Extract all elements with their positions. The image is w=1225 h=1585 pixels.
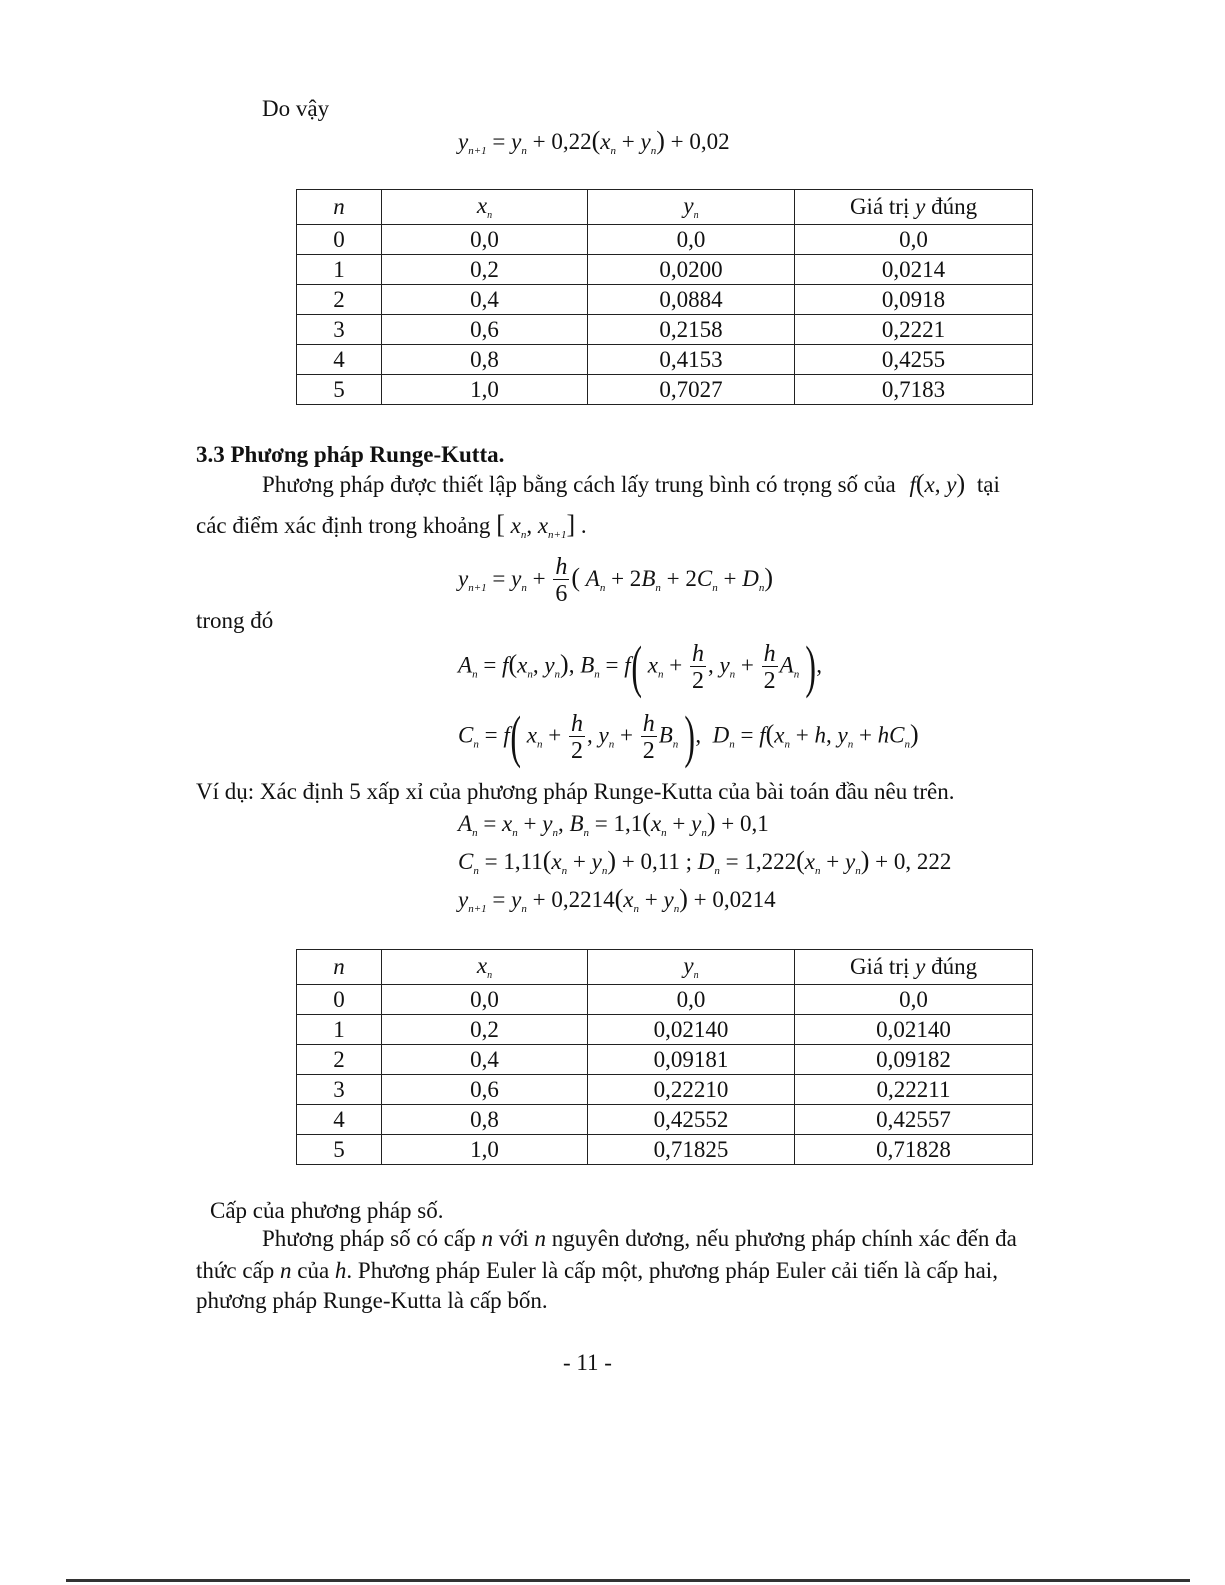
cell: 0,2 xyxy=(382,255,588,285)
cell: 2 xyxy=(297,1045,382,1075)
cell: 4 xyxy=(297,1105,382,1135)
rk-description-text: Phương pháp được thiết lập bằng cách lấy trung bình có trọng số của xyxy=(262,472,896,497)
table-row xyxy=(297,1105,1033,1135)
col-header-xn: $x_n$ xyxy=(382,190,588,225)
order-line1-text-a: Phương pháp số có cấp xyxy=(262,1226,476,1251)
cell: 0 xyxy=(297,225,382,255)
h-over-6-fraction: $\frac{h}{6}$ xyxy=(555,554,568,607)
cell: 5 xyxy=(297,375,382,405)
page-bottom-rule xyxy=(66,1579,1190,1582)
coef-formula-line1: $A_n = f(x_n$, $y_n$), $B_n = f$( $x_n$ + $\frac{h}{2}$ , $y_n$ + $\frac{h}{2}$ $A_n$ ), xyxy=(458,634,823,699)
cell: 0,7183 xyxy=(795,375,1033,405)
cell: 0,0884 xyxy=(588,285,795,315)
cell: 0,0 xyxy=(382,225,588,255)
cell: 0,4255 xyxy=(795,345,1033,375)
cell: 0,0 xyxy=(382,985,588,1015)
cell: 0,09181 xyxy=(588,1045,795,1075)
cell: 4 xyxy=(297,345,382,375)
cell: 0,2158 xyxy=(588,315,795,345)
order-line2 xyxy=(196,1256,998,1286)
table-row xyxy=(297,225,1033,255)
order-line2-text-c: . Phương pháp Euler là cấp một, phương pháp Euler cải tiến là cấp hai, xyxy=(346,1258,998,1283)
table-row xyxy=(297,1075,1033,1105)
table-header-row xyxy=(297,950,1033,985)
table-row xyxy=(297,285,1033,315)
section-heading: 3.3 Phương pháp Runge-Kutta. xyxy=(196,442,505,467)
cell: 0,8 xyxy=(382,1105,588,1135)
order-line1-n1: n xyxy=(481,1226,493,1251)
cell: 1,0 xyxy=(382,1135,588,1165)
order-line1 xyxy=(262,1224,1017,1254)
cell: 0,02140 xyxy=(588,1015,795,1045)
euler-results-table xyxy=(296,189,1033,405)
cell: 0,0 xyxy=(795,225,1033,255)
col-header-xn: $x_n$ xyxy=(382,950,588,985)
rk-results-table xyxy=(296,949,1033,1165)
order-line3: phương pháp Runge-Kutta là cấp bốn. xyxy=(196,1288,548,1313)
cell: 0,0214 xyxy=(795,255,1033,285)
cell: 0,42557 xyxy=(795,1105,1033,1135)
cell: 0,02140 xyxy=(795,1015,1033,1045)
cell: 0,6 xyxy=(382,315,588,345)
intro-label: Do vậy xyxy=(262,96,330,121)
page-number: - 11 - xyxy=(563,1350,612,1375)
cell: 0,4153 xyxy=(588,345,795,375)
order-line1-text-b: với xyxy=(498,1226,529,1251)
fxy-expression: f(x, y) xyxy=(909,469,966,498)
cell: 0,4 xyxy=(382,1045,588,1075)
rk-description-line2-text: các điểm xác định trong khoảng xyxy=(196,513,491,538)
order-line2-h: h xyxy=(334,1258,347,1283)
rk-description-line1 xyxy=(262,469,1000,500)
col-header-yn: $y_n$ xyxy=(588,190,795,225)
cell: 0,4 xyxy=(382,285,588,315)
example-formula-line1: $A_n = x_n + y_n$, $B_n = 1,1(x_n + y_n) + 0,1$ xyxy=(458,808,769,839)
rk-description-line2 xyxy=(196,510,587,550)
cell: 0 xyxy=(297,985,382,1015)
euler-update-formula: $y_{n+1} = y_n + 0,22(x_n + y_n) + 0,02$ xyxy=(458,126,730,157)
cell: 3 xyxy=(297,315,382,345)
rk-update-formula: $y_{n+1} = y_n$ + $\frac{h}{6}$ ( $A_n + 2B_n + 2C_n + D_n$) xyxy=(458,554,773,607)
cell: 0,0200 xyxy=(588,255,795,285)
cell: 0,0 xyxy=(588,985,795,1015)
cell: 3 xyxy=(297,1075,382,1105)
cell: 0,0 xyxy=(795,985,1033,1015)
cell: 5 xyxy=(297,1135,382,1165)
col-header-exact-y: Giá trị y đúng xyxy=(795,950,1033,985)
cell: 1 xyxy=(297,255,382,285)
cell: 0,2221 xyxy=(795,315,1033,345)
col-header-n: n xyxy=(297,190,382,225)
table-row xyxy=(297,985,1033,1015)
table-row xyxy=(297,345,1033,375)
order-line2-text-a: thức cấp xyxy=(196,1258,275,1283)
cell: 0,0918 xyxy=(795,285,1033,315)
col-header-yn: $y_n$ xyxy=(588,950,795,985)
interval-expression: [ $x_n$, $x_{n+1}$] . xyxy=(496,510,587,541)
cell: 1 xyxy=(297,1015,382,1045)
cell: 0,71828 xyxy=(795,1135,1033,1165)
order-title: Cấp của phương pháp số. xyxy=(210,1198,444,1223)
order-line1-text-c: nguyên dương, nếu phương pháp chính xác đến đa xyxy=(551,1226,1017,1251)
cell: 0,42552 xyxy=(588,1105,795,1135)
example-label: Ví dụ: Xác định 5 xấp xỉ của phương pháp Runge-Kutta của bài toán đầu nêu trên. xyxy=(196,779,955,804)
order-line2-text-b: của xyxy=(297,1258,330,1283)
table-row xyxy=(297,1015,1033,1045)
coef-formula-line2: $C_n = f$( $x_n$ + $\frac{h}{2}$ , $y_n$ + $\frac{h}{2}$ $B_n$ ), $D_n = f(x_n + h$, $y_n + hC_n$) xyxy=(458,704,919,769)
cell: 0,6 xyxy=(382,1075,588,1105)
example-formula-line3: $y_{n+1} = y_n + 0,2214(x_n + y_n) + 0,0214$ xyxy=(458,884,776,915)
table-row xyxy=(297,315,1033,345)
cell: 1,0 xyxy=(382,375,588,405)
table-row xyxy=(297,255,1033,285)
col-header-n: n xyxy=(297,950,382,985)
cell: 0,7027 xyxy=(588,375,795,405)
rk-description-tail: tại xyxy=(976,472,1000,497)
cell: 0,71825 xyxy=(588,1135,795,1165)
where-label: trong đó xyxy=(196,608,274,633)
cell: 0,22210 xyxy=(588,1075,795,1105)
cell: 0,09182 xyxy=(795,1045,1033,1075)
table-header-row xyxy=(297,190,1033,225)
cell: 2 xyxy=(297,285,382,315)
cell: 0,22211 xyxy=(795,1075,1033,1105)
col-header-exact-y: Giá trị y đúng xyxy=(795,190,1033,225)
order-line1-n2: n xyxy=(534,1226,547,1251)
cell: 0,8 xyxy=(382,345,588,375)
cell: 0,0 xyxy=(588,225,795,255)
cell: 0,2 xyxy=(382,1015,588,1045)
table-row xyxy=(297,375,1033,405)
order-line2-n: n xyxy=(279,1258,292,1283)
table-row xyxy=(297,1135,1033,1165)
example-formula-line2: $C_n = 1,11(x_n + y_n) + 0,11$ ; $D_n = 1,222(x_n + y_n) + 0$, 222 xyxy=(458,846,952,877)
table-row xyxy=(297,1045,1033,1075)
